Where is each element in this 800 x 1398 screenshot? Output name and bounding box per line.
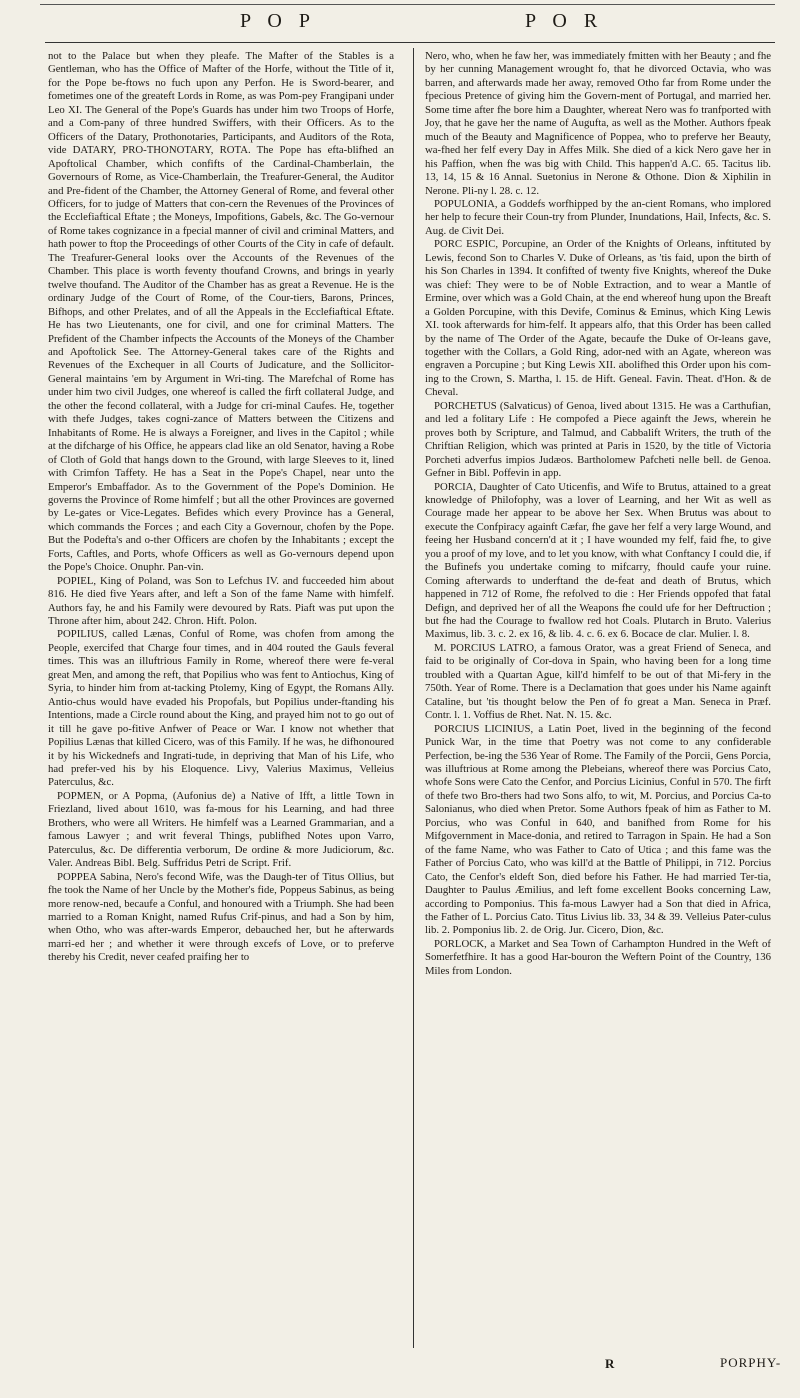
entry-porcius-licinius: PORCIUS LICINIUS, a Latin Poet, lived in the beginning of the fecond Punick War, in the time that Poetry was not come to any confiderable Perfection, be-ing the 536 Year of Rome. The Family of the Porcii, Gens Porcia, was illuftrious at Rome among the Plebeians, whereof there was Porcius Cato, whofe Sons were Cato the Cenfor, and Porcius Licinius, Conful in 570. The firft of thefe two Bro-thers had two Sons alfo, to wit, M. Porcius, and Porcius Ca-to Salonianus, who died when Pretor. Some Authors fpeak of him as Father to M. Porcius, who was Conful in 640, and banifhed from Rome for his Mifgovernment in Mace-donia, and retired to Tarragon in Spain. He had a Son of the fame Name, who was Father to Cato of Utica ; and this fame was the Father of Porcius Cato, who was kill'd at the Battle of Philippi, in 712. Porcius Cato, the Cenfor's eldeft Son, died before his Father. He had married Ter-tia, Daughter to Paulus Æmilius, and left fome excellent Books concerning Law, according to Pomponius. This fa-mous Lawyer had a Son that died in Africa, the Father of L. Porcius Cato. Titus Livius lib. 33, 34 & 39. Velleius Pater-culus lib. 2. Pomponius lib. 2. de Orig. Jur. Cicero, Dion, &c. (425, 722, 771, 937)
top-rule (40, 4, 775, 5)
entry-porcia: PORCIA, Daughter of Cato Uticenfis, and Wife to Brutus, attained to a great knowledge of Philofophy, was a lover of Learning, and her Wit as well as Courage made her appear to be above her Sex. When Brutus was about to execute the Confpiracy againft Cæfar, fhe gave her felf a very large Wound, and feeing her Husband concern'd at it ; I have wounded my felf, faid fhe, to give you a proof of my love, and to let you know, with what Conftancy I could die, if the Bufinefs you undertake coming to mifcarry, fhould caufe your ruine. Coming afterwards to underftand the de-feat and death of Brutus, which happened in 712 of Rome, fhe refolved to die : Her Friends oppofed that fatal Defign, and deprived her of all the Weapons fhe could ufe for her Deftruction ; but fhe had the Courage to fwallow red hot Coals. Plutarch in Bruto. Valerius Maximus, lib. 3. c. 2. ex 16, & lib. 4. c. 6. ex 6. Bocace de clar. Mulier. l. 8. (425, 480, 771, 641)
entry-porcius-latro: M. PORCIUS LATRO, a famous Orator, was a great Friend of Seneca, and faid to be originally of Cor-dova in Spain, who having been for a long time troubled with a Quartan Ague, kill'd himfelf to be out of that Mi-fery in the 750th. Year of Rome. There is a Declamation that goes under his Name againft Cataline, but 'tis thought below the Pen of fo great a Man. Seneca in Præf. Contr. l. 1. Voffius de Rhet. Nat. N. 15. &c. (425, 641, 771, 722)
entry-porc-espic: PORC ESPIC, Porcupine, an Order of the Knights of Orleans, inftituted by Lewis, fecond Son to Charles V. Duke of Orleans, as 'tis faid, upon the birth of his Son Charles in 1394. It confifted of twenty five Knights, whereof the Duke was chief: They were to be of Noble Extraction, and to wear a Mantle of Ermine, over which was a Gold Chain, at the end whereof hung upon the Breaft a Golden Porcupine, with this Devife, Cominus & Eminus, which King Lewis XI. took afterwards for him-felf. It appears alfo, that this Order has been called by the name of The Order of the Agate, becaufe the Duke of Or-leans gave, together with the Collars, a Gold Ring, ador-ned with an Agate, whereon was engraven a Porcupine ; but King Lewis XII. abolifhed this Order upon his com-ing to the Crown, S. Martha, l. 15. de Hift. Geneal. Favin. Theat. d'Hon. & de Cheval. (425, 238, 771, 399)
entry-pope-continued: not to the Palace but when they pleafe. The Mafter of the Stables is a Gentleman, who has the Office of Mafter of the Horfe, without the Title of it, for the Pope be-ftows no fuch upon any Perfon. He is Sword-bearer, and fometimes one of the greateft Lords in Rome, as was Pom-pey Frangipani under Leo XI. The General of the Pope's Guards has under him two Troops of Horfe, and a Com-pany of three hundred Swiffers, with their Officers. As to the Officers of the Datary, Prothonotaries, Participants, and Auditors of the Rota, vide DATARY, PRO-THONOTARY, ROTA. The Pope has efta-blifhed an Apoftolical Chamber, which confifts of the Cardinal-Chamberlain, the Governours of Rome, as Vice-Chamberlain, the Treafurer-General, the Auditor and Pre-fident of the Chamber, the Attorney General of Rome, and feveral other Officers, for to judge of Matters that con-cern the Revenues of the Provinces of the Ecclefiaftical Eftate ; the Moneys, Impofitions, Gabels, &c. The Go-vernour of Rome takes cognizance in a fpecial manner of civil and criminal Matters, and hath power to ftop the Proceedings of other Courts of the City in cafe of default. The Treafurer-General looks over the Accounts of the Revenues of the Chamber. This place is worth feventy thoufand Crowns, and brings in yearly twelve thoufand. The Auditor of the Chamber has as great a Revenue. He is the ordinary Judge of the Court of Rome, of the Cour-tiers, Barons, Princes, Bifhops, and other Prelates, and of all the Appeals in the Ecclefiaftical Eftate. He has two Lieutenants, one for civil, and one for criminal Matters. The Prefident of the Chamber infpects the Accounts of the Moneys of the Chamber and Apoftolick See. The Attorney-General takes care of the Rights and Revenues of the Exchequer in all Courts of Judicature, and the Sollicitor-General maintains 'em by Argument in Wri-ting. The Marefchal of Rome has under him two civil Judges, one whereof is called the firft collateral Judge, and the other the fecond collateral, with a Judge for cri-minal Caufes. He, together with thefe Judges, takes cogni-zance of Matters between the Citizens and Inhabitants of Rome. He is always a Foreigner, and lives in the Capitol ; while at the difcharge of his Office, he appears clad like an old Senator, having a Robe of Cloth of Gold that hangs down to the Ground, with large Sleeves to it, lined with Crimfon Taffety. He has a Seat in the Pope's Chapel, near unto the Emperor's Embaffador. As to the Government of the Pope's Dominion. He governs the Province of Rome himfelf ; but all the other Provinces are governed by Le-gates or Vice-Legates. Befides which every Province has a General, which commands the Forces ; and each City a Governour, chofen by the Pope. But the Podefta's and o-ther Officers are chofen by the Inhabitants ; except the Forts, Caftles, and Ports, whofe Officers as well as Go-vernours depend upon the Pope's Choice. Onuphr. Pan-vin. (48, 50, 394, 574)
header-rule (45, 42, 775, 43)
entry-poppea-continued: Nero, who, when he faw her, was immediately fmitten with her Beauty ; and fhe by her cunning Management wrought fo, that he divorced Octavia, who was barren, and afterwards made her away, removed Otho far from Rome under the fpecious Pretence of giving him the Govern-ment of Portugal, and married her. Some time after fhe bore him a Daughter, whereat Nero was fo tranfported with Joy, that he gave her the name of Augufta, as well as the Mother. Authors fpeak much of the Beauty and Magnificence of Poppea, who to preferve her Beauty, wa-fhed her felf every Day in Affes Milk. She died of a kick Nero gave her in his Paffion, when fhe was big with Child. This happen'd A.C. 65. Tacitus lib. 13, 14, 15 & 16 Annal. Suetonius in Nerone & Othone. Dion & Xiphilin in Nerone. Pli-ny l. 28. c. 12. (425, 50, 771, 197)
entry-porlock: PORLOCK, a Market and Sea Town of Carhampton Hundred in the Weft of Somerfetfhire. It has a good Har-bouron the Weftern Point of the Country, 136 Miles from London. (425, 937, 771, 977)
entry-popmen: POPMEN, or A Popma, (Aufonius de) a Native of Ifft, a little Town in Friezland, lived about 1610, was fa-mous for his Learning, and had three Brothers, who were all Writers. He himfelf was a Learned Grammarian, and a famous Lawyer ; and writ feveral Things, publifhed Notes upon Varro, Paterculus, &c. De differentia verborum, De ordine & more Judiciorum, &c. Valer. Andreas Bibl. Belg. Suffridus Petri de Script. Frif. (48, 789, 394, 870)
entry-populonia: POPULONIA, a Goddefs worfhipped by the an-cient Romans, who implored her help to fecure their Coun-try from Plunder, Inundations, Hail, Infects, &c. S. Aug. de Civit Dei. (425, 197, 771, 237)
entry-popilius: POPILIUS, called Lænas, Conful of Rome, was chofen from among the People, exercifed that Charge four times, and in 404 routed the Gauls feveral times. This was an illuftrious Family in Rome, whereof there were fe-veral great Men, and among the reft, that Popilius who was fent to Antiochus, King of Syria, to hinder him from at-tacking Ptolemy, King of Egypt, the Romans Ally. Antio-chus would have evaded his Propofals, but Popilius under-ftanding his Intentions, made a Circle round about the King, and prayed him not to go out of it till he gave po-fitive Anfwer of Peace or War. I know not whether that Popilius Lænas that killed Cicero, was of this Family. If he was, he difhonoured it by his Wickednefs and Ingrati-tude, in depriving that Man of his Life, who had prefer-ved his by his Eloquence. Livy, Valerius Maximus, Velleius Paterculus, &c. (48, 628, 394, 789)
entry-porchetus: PORCHETUS (Salvaticus) of Genoa, lived about 1315. He was a Carthufian, and led a folitary Life : He compofed a Piece againft the Jews, wherein he proves both by Scripture, and Talmud, and Cabbalift Writers, the truth of the Chriftian Religion, which was printed at Paris in 1520, by the title of Victoria Porcheti adverfus impios Judæos. Bartholomew Pafcheti nelle bell. de Genoa. Gefner in Bibl. Poffevin in app. (425, 399, 771, 480)
entry-poppea: POPPEA Sabina, Nero's fecond Wife, was the Daugh-ter of Titus Ollius, but fhe took the Name of her Uncle by the Mother's fide, Poppeus Sabinus, as being more renow-ned, becaufe a Conful, and honoured with a Triumph. She had been married to a Roman Knight, named Rufus Crif-pinus, and had a Son by him, when Otho, who was after-wards Emperor, debauched her, but he afterwards marri-ed her ; and whether it were through excefs of Love, or to preferve thereby his Credit, never ceafed praifing her to (48, 870, 394, 964)
column-divider (413, 48, 414, 1348)
running-head-right: P O R (525, 10, 604, 32)
right-column (425, 50, 771, 978)
signature-mark: R (605, 1356, 615, 1371)
running-head-left: P O P (240, 10, 316, 32)
catchword: PORPHY- (720, 1355, 782, 1370)
left-column (48, 50, 394, 965)
entry-popiel: POPIEL, King of Poland, was Son to Lefchus IV. and fucceeded him about 816. He died five Years after, and left a Son of the fame Name with himfelf. Authors fay, he and his Family were devoured by Rats. Piaft was put upon the Throne after him, about 242. Chron. Hift. Polon. (48, 574, 394, 628)
